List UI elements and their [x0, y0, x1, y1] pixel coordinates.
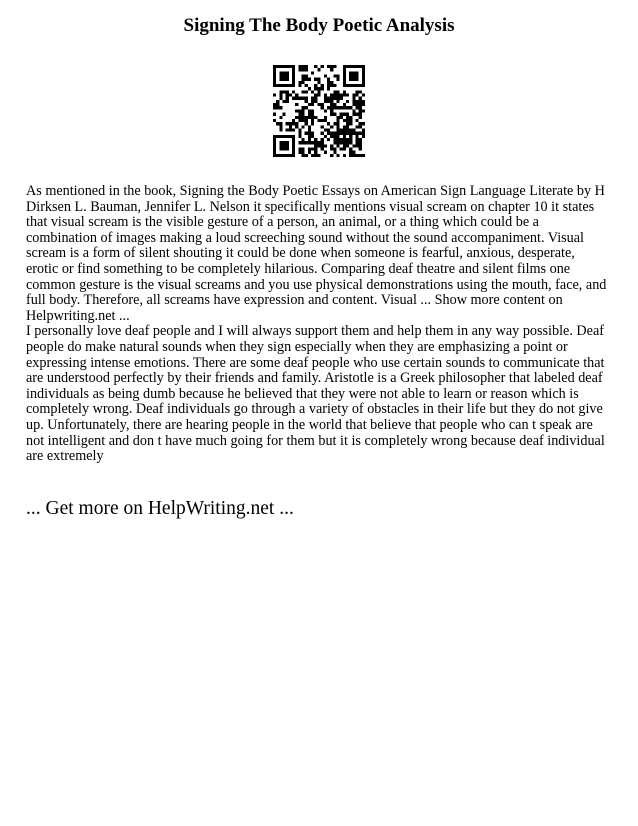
paragraph-1: As mentioned in the book, Signing the Body Poetic Essays on American Sign Language Literate by H Dirksen L. Bauman, Jennifer L. Nelson it specifically mentions visual scream on chapter 10 it states that visual scream is the visible gesture of a person, an animal, or a thing which could be a combination of images making a loud screeching sound without the sound accompaniment. Visual scream is a form of silent shouting it could be done when someone is fearful, anxious, desperate, erotic or find something to be completely hilarious. Comparing deaf theatre and silent films one common gesture is the visual screams and you use physical demonstrations using the mouth, face, and full body. Therefore, all screams have expression and content. Visual ... Show more content on Helpwriting.net ...	[26, 183, 607, 324]
qr-code-icon	[273, 65, 365, 157]
paragraph-2: I personally love deaf people and I will always support them and help them in any way possible. Deaf people do make natural sounds when they sign especially when they are emphasizing a point or expressing intense emotions. There are some deaf people who use certain sounds to communicate that are understood perfectly by their friends and family. Aristotle is a Greek philosopher that labeled deaf individuals as being dumb because he believed that they were not able to learn or reason which is completely wrong. Deaf individuals go through a variety of obstacles in their life but they do not give up. Unfortunately, there are hearing people in the world that believe that people who can t speak are not intelligent and don t have much going for them but it is completely wrong because deaf individual are extremely	[26, 323, 605, 465]
body-text	[26, 184, 608, 465]
page-title: Signing The Body Poetic Analysis	[183, 15, 455, 36]
get-more-link[interactable]: ... Get more on HelpWriting.net ...	[26, 498, 294, 519]
